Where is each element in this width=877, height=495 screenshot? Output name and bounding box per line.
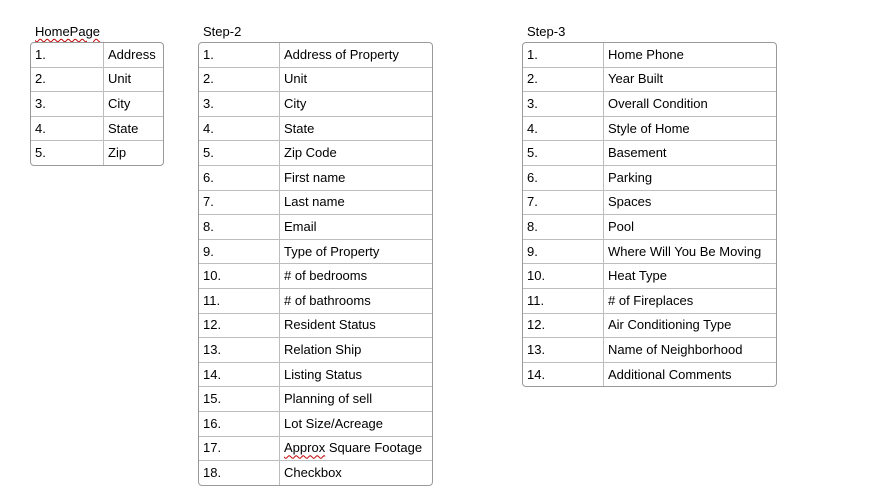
table-row	[199, 263, 432, 288]
field-label	[279, 436, 432, 461]
table-row	[199, 411, 432, 436]
homepage-title: HomePage	[35, 24, 101, 39]
field-label: Where Will You Be Moving	[603, 239, 776, 264]
row-number: 7.	[199, 190, 279, 215]
row-number: 18.	[199, 460, 279, 485]
row-number: 1.	[527, 46, 538, 62]
field-label: Pool	[603, 214, 776, 239]
row-number: 6.	[199, 165, 279, 190]
field-label: Listing Status	[279, 362, 432, 387]
row-number: 1.	[203, 46, 214, 62]
field-label: City	[279, 91, 432, 116]
field-label: Home Phone	[603, 43, 776, 67]
field-label: Zip Code	[279, 140, 432, 165]
row-number: 14.	[199, 362, 279, 387]
field-label: Address of Property	[279, 43, 432, 67]
field-label: Additional Comments	[603, 362, 776, 387]
row-number: 7.	[523, 190, 603, 215]
table-row	[523, 91, 776, 116]
row-number: 9.	[523, 239, 603, 264]
row-number: 12.	[199, 313, 279, 338]
field-label: Basement	[603, 140, 776, 165]
row-number: 2.	[199, 67, 279, 92]
field-label: Style of Home	[603, 116, 776, 141]
table-row	[31, 67, 163, 92]
table-row	[199, 91, 432, 116]
field-label: Overall Condition	[603, 91, 776, 116]
row-number: 5.	[199, 140, 279, 165]
table-row	[523, 140, 776, 165]
row-number: 17.	[199, 436, 279, 461]
field-label: Last name	[279, 190, 432, 215]
field-label: # of bathrooms	[279, 288, 432, 313]
homepage-table	[30, 42, 164, 166]
row-number: 10.	[199, 263, 279, 288]
table-row	[199, 288, 432, 313]
table-row	[31, 43, 163, 67]
field-label: # of Fireplaces	[603, 288, 776, 313]
spellcheck-word: Approx	[284, 440, 326, 456]
table-row	[523, 337, 776, 362]
field-label: Checkbox	[279, 460, 432, 485]
row-number: 2.	[31, 67, 103, 92]
field-label: Lot Size/Acreage	[279, 411, 432, 436]
table-row	[199, 362, 432, 387]
field-label: Air Conditioning Type	[603, 313, 776, 338]
field-label: Year Built	[603, 67, 776, 92]
row-number: 3.	[523, 91, 603, 116]
field-label: Heat Type	[603, 263, 776, 288]
table-row	[199, 337, 432, 362]
field-label: Name of Neighborhood	[603, 337, 776, 362]
row-number: 2.	[523, 67, 603, 92]
table-row	[523, 288, 776, 313]
table-row	[31, 91, 163, 116]
row-number: 13.	[199, 337, 279, 362]
row-number: 5.	[523, 140, 603, 165]
row-number: 8.	[523, 214, 603, 239]
field-label: # of bedrooms	[279, 263, 432, 288]
field-label: Address	[103, 43, 163, 67]
table-row	[199, 116, 432, 141]
row-number: 6.	[523, 165, 603, 190]
table-row	[523, 263, 776, 288]
table-row	[523, 214, 776, 239]
field-label: Type of Property	[279, 239, 432, 264]
table-row	[199, 460, 432, 485]
table-row	[523, 165, 776, 190]
row-number: 9.	[199, 239, 279, 264]
row-number: 4.	[31, 116, 103, 141]
field-label: Resident Status	[279, 313, 432, 338]
field-label: Unit	[279, 67, 432, 92]
table-row	[523, 239, 776, 264]
row-number: 14.	[523, 362, 603, 387]
row-number: 8.	[199, 214, 279, 239]
table-row	[199, 313, 432, 338]
field-label: Email	[279, 214, 432, 239]
field-label: Spaces	[603, 190, 776, 215]
row-number: 3.	[199, 91, 279, 116]
table-row	[523, 116, 776, 141]
row-number: 15.	[199, 386, 279, 411]
table-row	[523, 362, 776, 387]
row-number: 11.	[523, 288, 603, 313]
field-label: Parking	[603, 165, 776, 190]
table-row	[31, 116, 163, 141]
table-row	[523, 67, 776, 92]
table-row	[199, 214, 432, 239]
field-label: Planning of sell	[279, 386, 432, 411]
table-row	[199, 436, 432, 461]
step3-table	[522, 42, 777, 387]
field-label: Zip	[103, 140, 163, 165]
table-row	[199, 140, 432, 165]
field-label: First name	[279, 165, 432, 190]
field-label: City	[103, 91, 163, 116]
table-row	[31, 140, 163, 165]
row-number: 11.	[199, 288, 279, 313]
table-row	[199, 239, 432, 264]
field-label: Unit	[103, 67, 163, 92]
row-number: 5.	[31, 140, 103, 165]
table-row	[523, 313, 776, 338]
table-row	[199, 190, 432, 215]
table-row	[199, 165, 432, 190]
row-number: 4.	[523, 116, 603, 141]
row-number: 12.	[523, 313, 603, 338]
table-row	[199, 386, 432, 411]
row-number: 13.	[523, 337, 603, 362]
step2-table	[198, 42, 433, 486]
field-label: State	[279, 116, 432, 141]
field-label-rest: Square Footage	[325, 440, 423, 456]
row-number: 10.	[523, 263, 603, 288]
field-label: Relation Ship	[279, 337, 432, 362]
table-row	[199, 43, 432, 67]
field-label: State	[103, 116, 163, 141]
step3-title: Step-3	[527, 24, 566, 39]
row-number: 3.	[31, 91, 103, 116]
table-row	[523, 190, 776, 215]
row-number: 1.	[35, 46, 46, 62]
table-row	[523, 43, 776, 67]
row-number: 4.	[199, 116, 279, 141]
row-number: 16.	[199, 411, 279, 436]
step2-title: Step-2	[203, 24, 242, 39]
table-row	[199, 67, 432, 92]
